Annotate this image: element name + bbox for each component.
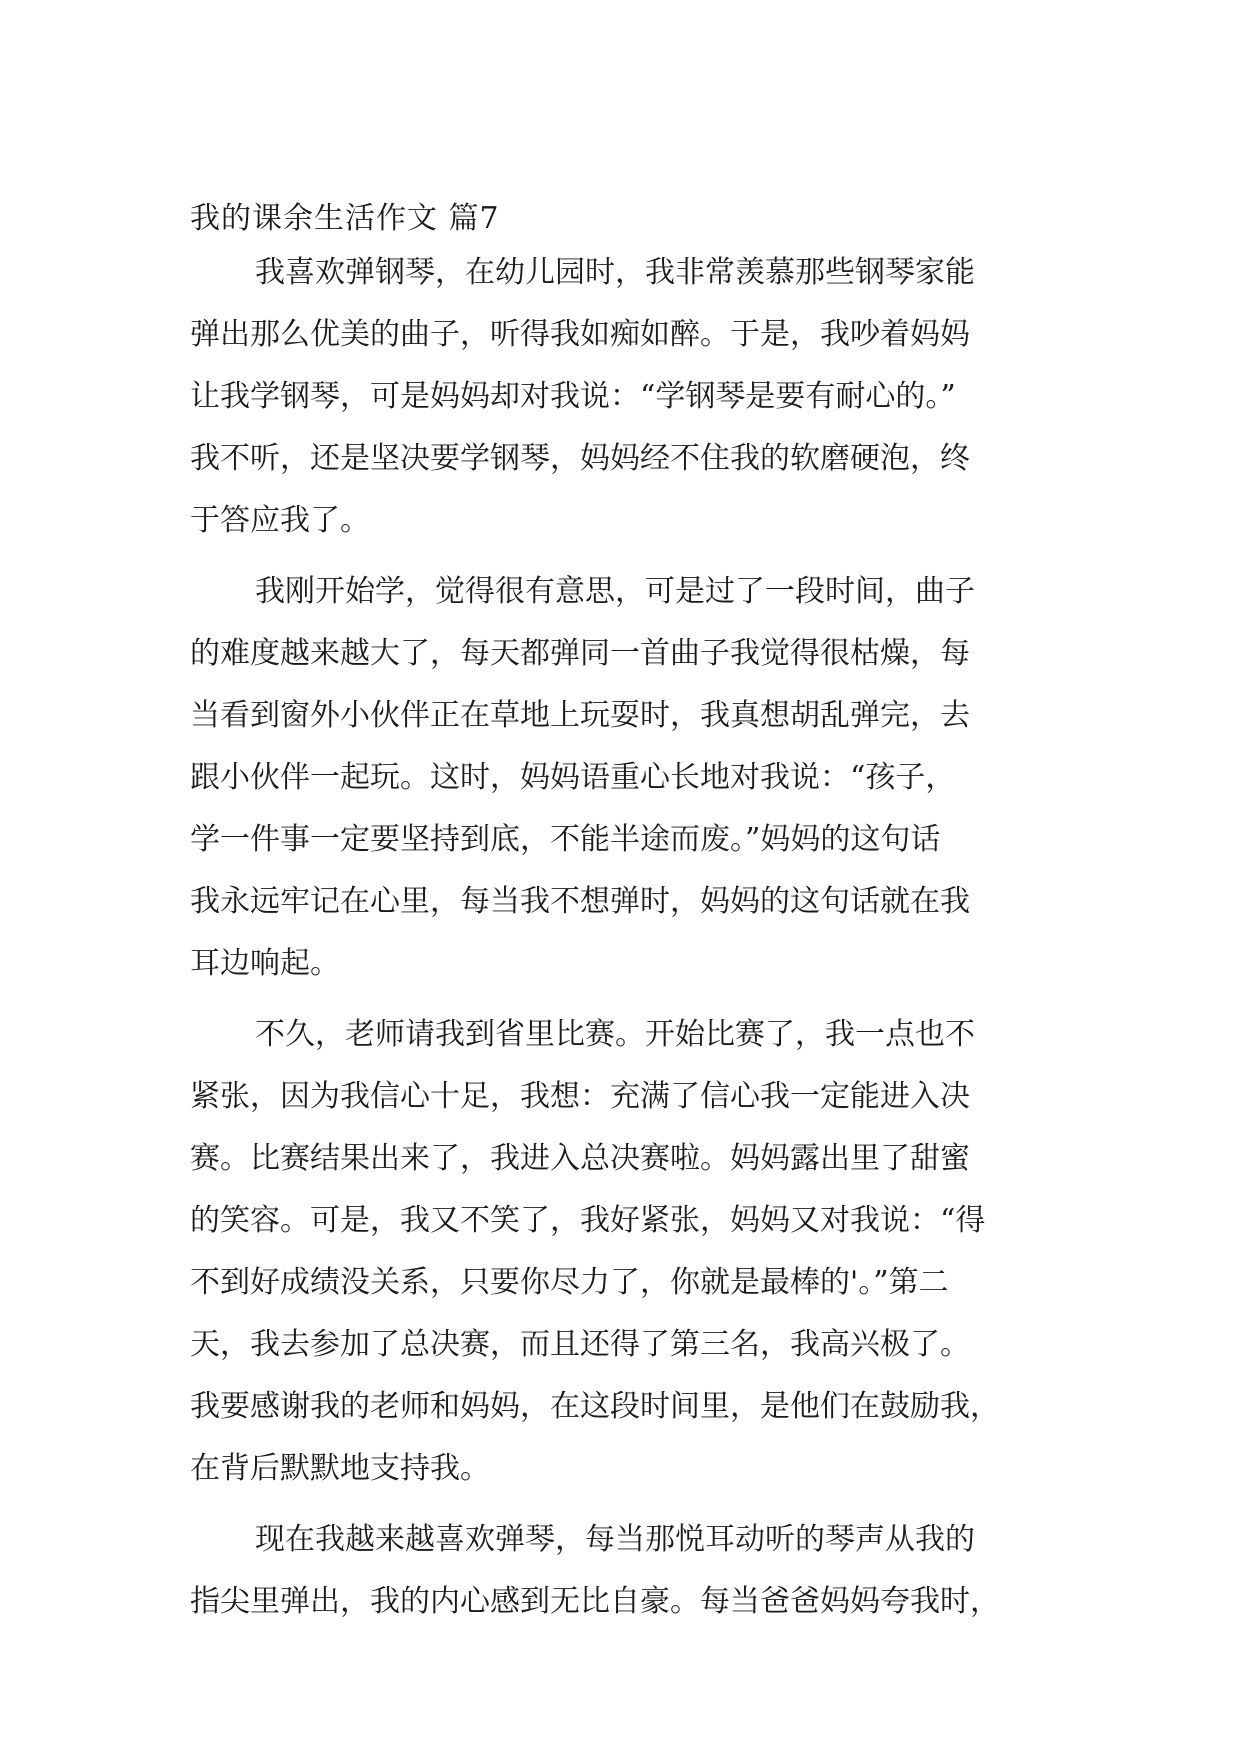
paragraph-2-line-6: 我永远牢记在心里，每当我不想弹时，妈妈的这句话就在我	[190, 884, 970, 919]
paragraph-2-line-3: 当看到窗外小伙伴正在草地上玩耍时，我真想胡乱弹完，去	[190, 698, 970, 733]
paragraph-3-line-2: 紧张，因为我信心十足，我想：充满了信心我一定能进入决	[190, 1079, 970, 1114]
paragraph-1-line-4: 我不听，还是坚决要学钢琴，妈妈经不住我的软磨硬泡，终	[190, 441, 970, 476]
paragraph-2-line-4: 跟小伙伴一起玩。这时，妈妈语重心长地对我说：“孩子，	[190, 760, 956, 795]
paragraph-3-line-1: 不久，老师请我到省里比赛。开始比赛了，我一点也不	[255, 1017, 975, 1052]
paragraph-2-line-7: 耳边响起。	[190, 946, 340, 981]
paragraph-2-line-5: 学一件事一定要坚持到底，不能半途而废。”妈妈的这句话	[190, 822, 941, 857]
paragraph-3-line-7: 我要感谢我的老师和妈妈，在这段时间里，是他们在鼓励我，	[190, 1389, 1000, 1424]
paragraph-2-line-2: 的难度越来越大了，每天都弹同一首曲子我觉得很枯燥，每	[190, 636, 970, 671]
paragraph-4-line-2: 指尖里弹出，我的内心感到无比自豪。每当爸爸妈妈夸我时，	[190, 1584, 1000, 1619]
paragraph-1-line-1: 我喜欢弹钢琴，在幼儿园时，我非常羡慕那些钢琴家能	[255, 255, 975, 290]
paragraph-4-line-1: 现在我越来越喜欢弹琴，每当那悦耳动听的琴声从我的	[255, 1522, 975, 1557]
paragraph-3-line-8: 在背后默默地支持我。	[190, 1451, 490, 1486]
paragraph-2-line-1: 我刚开始学，觉得很有意思，可是过了一段时间，曲子	[255, 574, 975, 609]
paragraph-3-line-4: 的笑容。可是，我又不笑了，我好紧张，妈妈又对我说：“得	[190, 1203, 986, 1238]
paragraph-1-line-3: 让我学钢琴，可是妈妈却对我说：“学钢琴是要有耐心的。”	[190, 379, 956, 414]
paragraph-3-line-3: 赛。比赛结果出来了，我进入总决赛啦。妈妈露出里了甜蜜	[190, 1141, 970, 1176]
paragraph-3-line-6: 天，我去参加了总决赛，而且还得了第三名，我高兴极了。	[190, 1327, 970, 1362]
paragraph-1-line-5: 于答应我了。	[190, 503, 370, 538]
paragraph-3-line-5: 不到好成绩没关系，只要你尽力了，你就是最棒的'。”第二	[190, 1265, 949, 1300]
paragraph-1-line-2: 弹出那么优美的曲子，听得我如痴如醉。于是，我吵着妈妈	[190, 317, 970, 352]
document-title: 我的课余生活作文 篇7	[190, 201, 500, 236]
